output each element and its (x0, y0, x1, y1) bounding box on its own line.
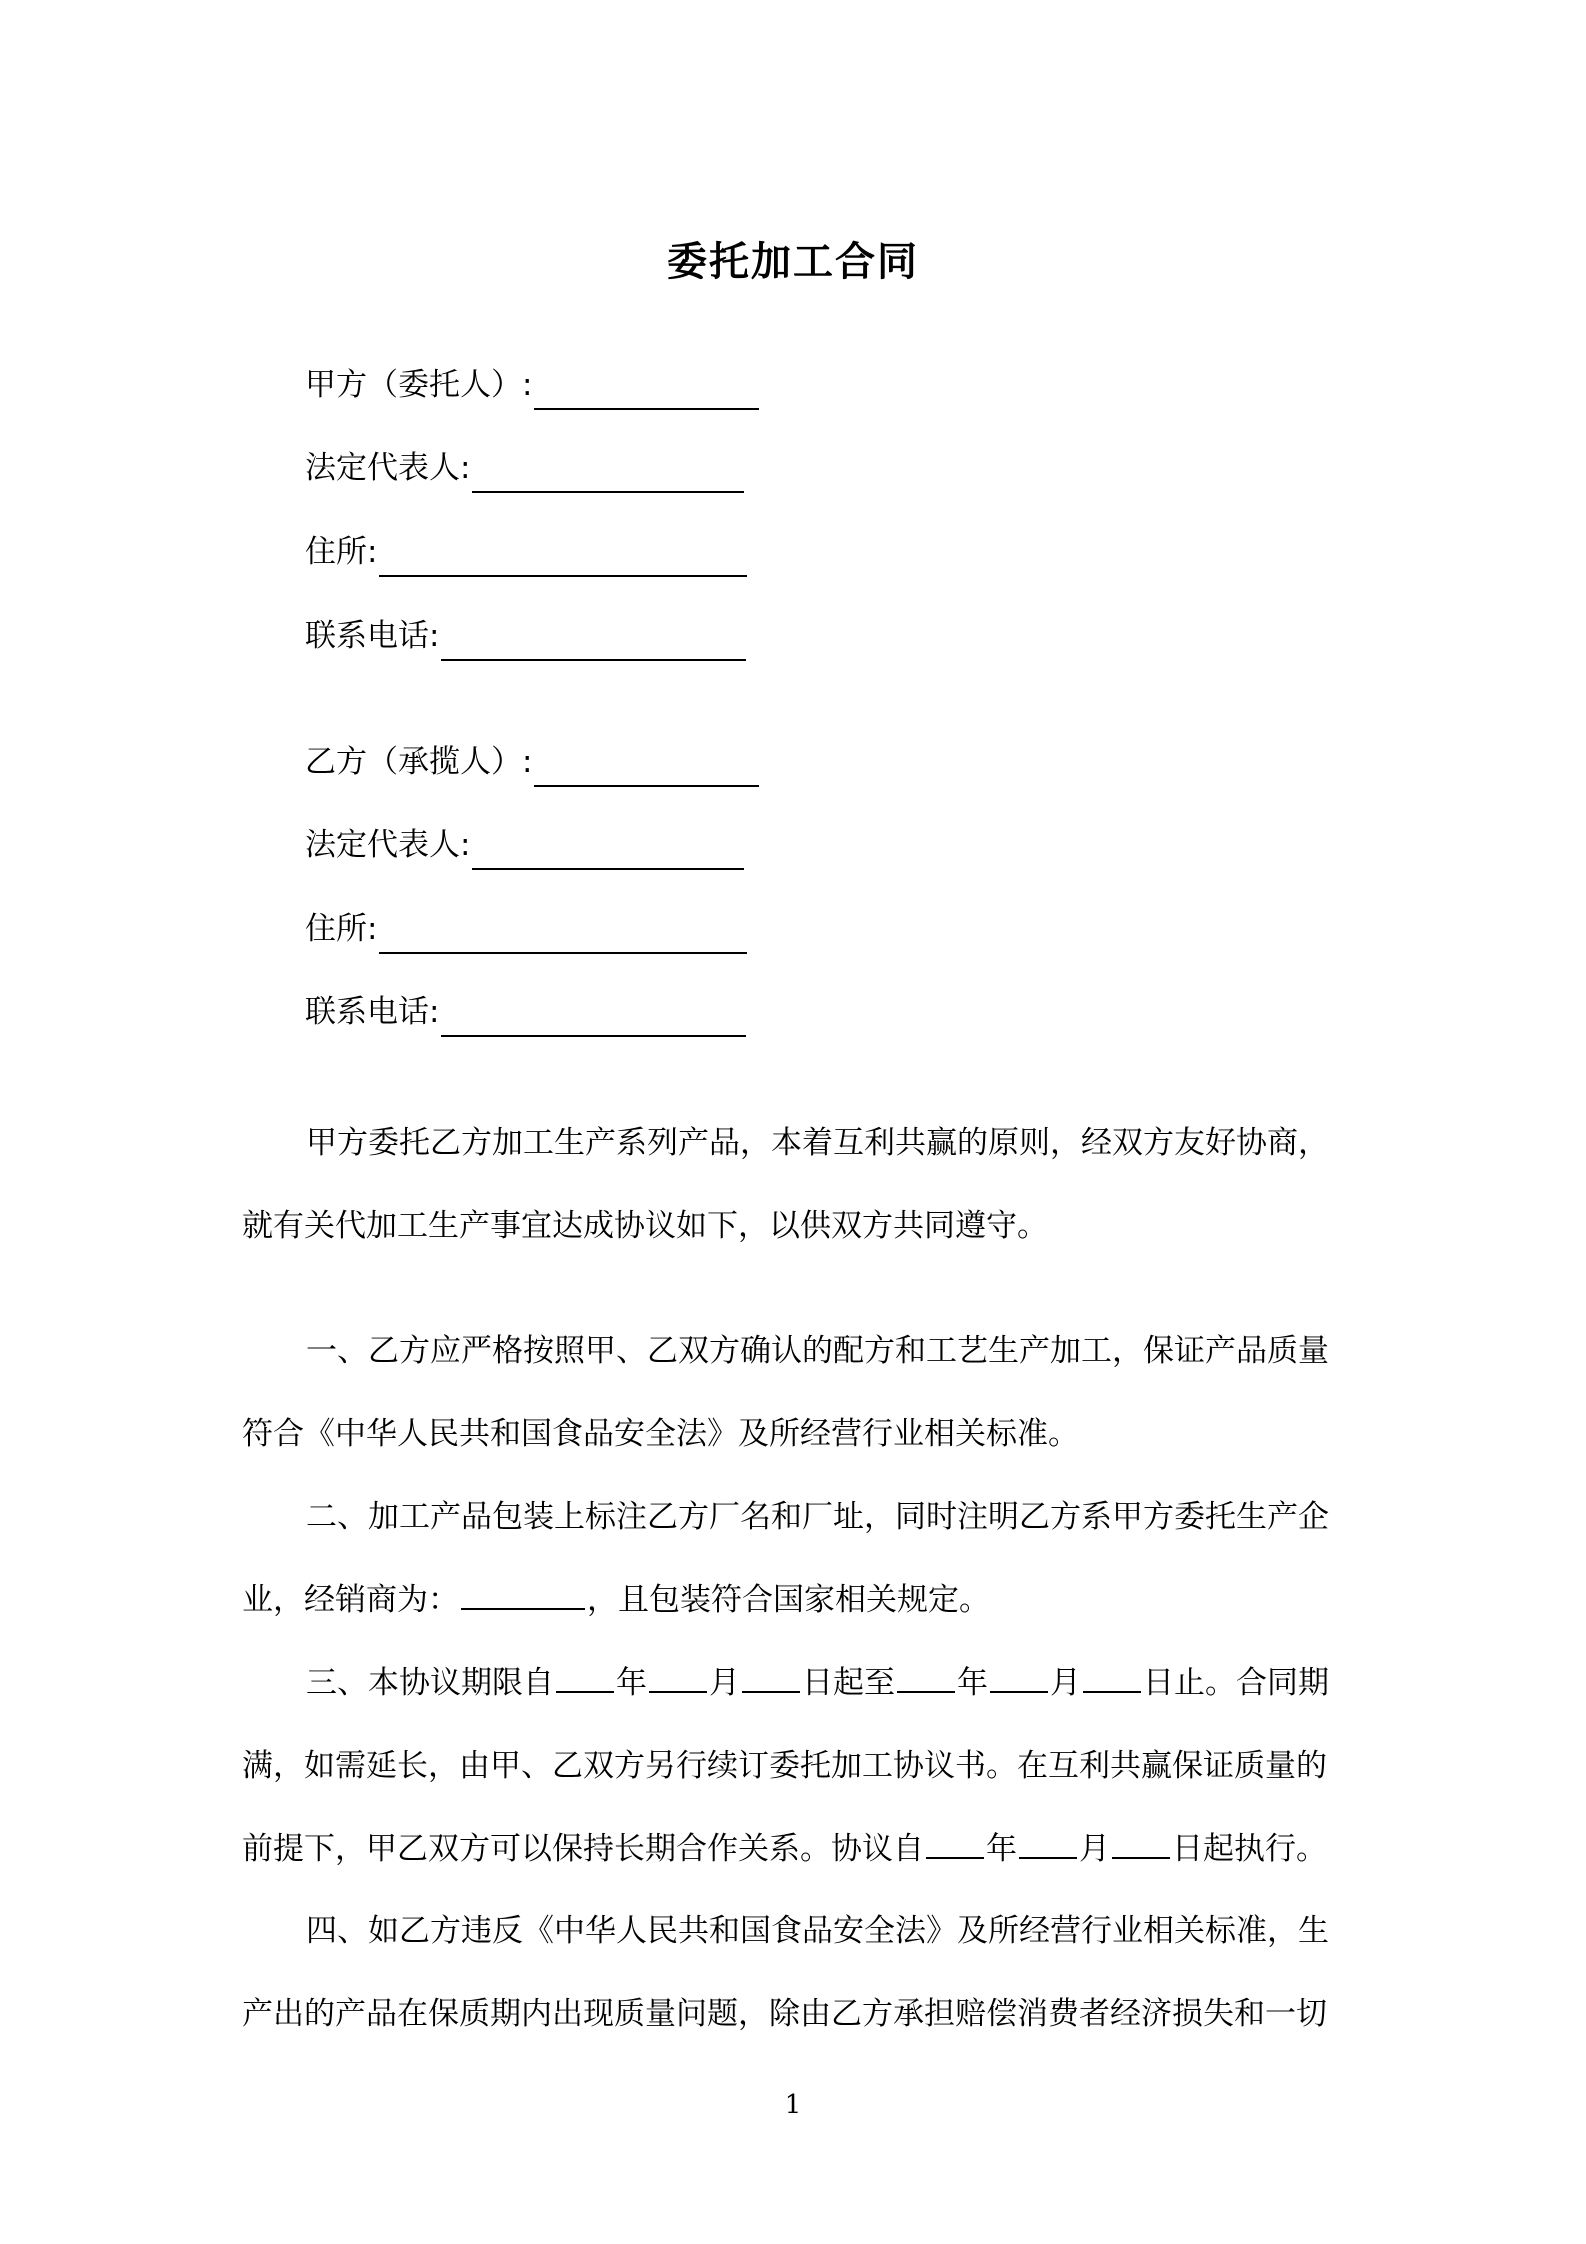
end-day-unit: 日止。合同期 (1143, 1665, 1329, 1701)
effective-year-unit: 年 (986, 1831, 1017, 1867)
distributor-blank[interactable] (461, 1578, 585, 1610)
effective-day-unit: 日起执行。 (1172, 1831, 1327, 1867)
party-b-rep-field (305, 820, 744, 870)
effective-year-blank[interactable] (926, 1827, 984, 1859)
party-b-rep-label: 法定代表人: (305, 827, 471, 863)
party-b-address-blank[interactable] (379, 914, 747, 954)
effective-month-blank[interactable] (1019, 1827, 1077, 1859)
start-month-blank[interactable] (649, 1661, 707, 1693)
start-month-unit: 月 (709, 1665, 740, 1701)
clause-2 (242, 1476, 1352, 1642)
clause-3-effective-label: 前提下，甲乙双方可以保持长期合作关系。协议自 (242, 1831, 924, 1867)
clause-1-line-2: 符合《中华人民共和国食品安全法》及所经营行业相关标准。 (242, 1416, 1079, 1452)
start-year-unit: 年 (616, 1665, 647, 1701)
party-b-name-field (305, 737, 759, 787)
intro-paragraph (242, 1102, 1352, 1268)
party-a-name-label: 甲方（委托人）: (305, 367, 533, 403)
page-number: 1 (784, 2090, 802, 2120)
end-month-blank[interactable] (990, 1661, 1048, 1693)
party-b-phone-field (305, 987, 746, 1037)
party-a-name-blank[interactable] (534, 370, 759, 410)
clause-2-line-2-pre: 业，经销商为： (242, 1582, 459, 1618)
party-a-name-field (305, 360, 759, 410)
clause-3-line-1 (242, 1642, 1352, 1725)
start-day-unit: 日起至 (802, 1665, 895, 1701)
party-a-rep-blank[interactable] (472, 453, 744, 493)
clause-3 (242, 1642, 1352, 1891)
clause-4-line-2: 产出的产品在保质期内出现质量问题，除由乙方承担赔偿消费者经济损失和一切 (242, 1996, 1327, 2032)
clause-2-line-1: 二、加工产品包装上标注乙方厂名和厂址，同时注明乙方系甲方委托生产企 (306, 1499, 1329, 1535)
clause-4 (242, 1890, 1352, 2056)
end-day-blank[interactable] (1083, 1661, 1141, 1693)
clause-3-line-2: 满，如需延长，由甲、乙双方另行续订委托加工协议书。在互利共赢保证质量的 (242, 1748, 1327, 1784)
party-a-phone-field (305, 611, 746, 661)
party-b-phone-blank[interactable] (441, 997, 746, 1037)
effective-day-blank[interactable] (1112, 1827, 1170, 1859)
party-a-address-label: 住所: (305, 534, 378, 570)
clause-1-line-1: 一、乙方应严格按照甲、乙双方确认的配方和工艺生产加工，保证产品质量 (306, 1333, 1329, 1369)
party-a-address-field (305, 527, 747, 577)
party-a-phone-blank[interactable] (441, 621, 746, 661)
party-b-name-blank[interactable] (534, 747, 759, 787)
intro-line-1: 甲方委托乙方加工生产系列产品，本着互利共赢的原则，经双方友好协商， (306, 1125, 1329, 1161)
party-b-rep-blank[interactable] (472, 830, 744, 870)
clause-4-line-1: 四、如乙方违反《中华人民共和国食品安全法》及所经营行业相关标准，生 (306, 1913, 1329, 1949)
clause-2-line-2 (242, 1559, 1352, 1642)
party-a-address-blank[interactable] (379, 537, 747, 577)
start-day-blank[interactable] (742, 1661, 800, 1693)
effective-month-unit: 月 (1079, 1831, 1110, 1867)
clause-3-line-3 (242, 1808, 1352, 1891)
contract-title: 委托加工合同 (667, 239, 919, 285)
intro-line-2: 就有关代加工生产事宜达成协议如下，以供双方共同遵守。 (242, 1208, 1048, 1244)
clause-3-term-from-label: 三、本协议期限自 (306, 1665, 554, 1701)
clause-1 (242, 1310, 1352, 1476)
party-a-rep-field (305, 443, 744, 493)
party-a-rep-label: 法定代表人: (305, 450, 471, 486)
party-b-address-field (305, 904, 747, 954)
clause-2-line-2-post: ，且包装符合国家相关规定。 (587, 1582, 990, 1618)
end-month-unit: 月 (1050, 1665, 1081, 1701)
party-b-name-label: 乙方（承揽人）: (305, 744, 533, 780)
start-year-blank[interactable] (556, 1661, 614, 1693)
party-b-address-label: 住所: (305, 911, 378, 947)
end-year-blank[interactable] (897, 1661, 955, 1693)
party-b-phone-label: 联系电话: (305, 994, 440, 1030)
party-a-phone-label: 联系电话: (305, 618, 440, 654)
end-year-unit: 年 (957, 1665, 988, 1701)
